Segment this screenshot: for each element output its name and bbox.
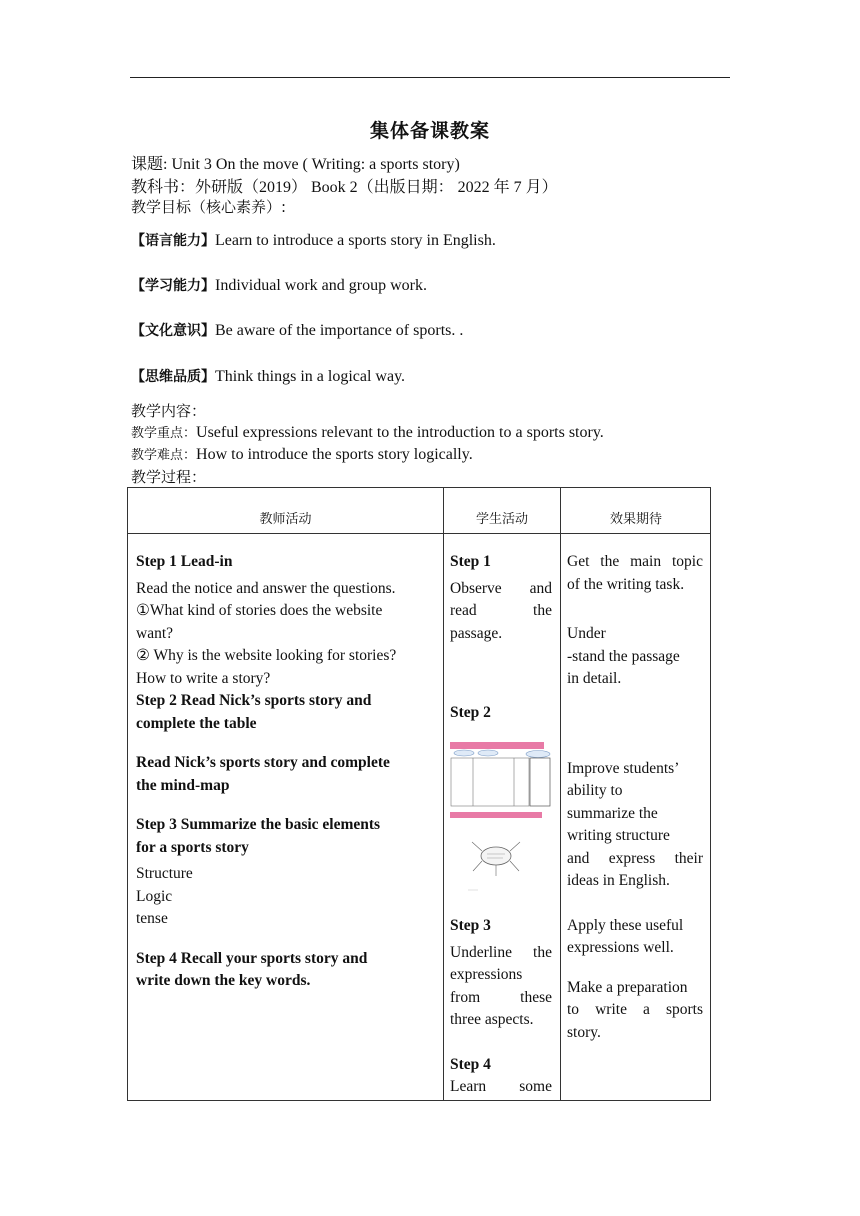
student-step1-text: passage. (450, 624, 503, 642)
student-step4: Step 4 (450, 1055, 491, 1073)
goal-thinking (131, 366, 405, 386)
step2-title: Step 2 Read Nick’s sports story and (136, 692, 372, 709)
key-point-text: Useful expressions relevant to the introduction to a sports story. (196, 424, 604, 441)
difficulty-line (131, 444, 473, 464)
step2-title-cont: complete the table (136, 714, 257, 732)
step3-title-cont: for a sports story (136, 838, 249, 856)
student-step3: Step 3 (450, 917, 491, 934)
process-heading: 教学过程： (131, 468, 207, 486)
step1-question-cont: want? (136, 624, 174, 642)
mindmap-task: Read Nick’s sports story and complete (136, 754, 390, 771)
effect-text: in detail. (567, 670, 622, 687)
student-activity-cell (450, 551, 552, 725)
goal-tag: 【学习能力】 (131, 278, 215, 294)
effect-text: Make a preparation (567, 978, 688, 996)
mindmap-task-cont: the mind-map (136, 776, 230, 794)
header-teacher-activity: 教师活动 (259, 512, 312, 527)
effect-text: Apply these useful (567, 916, 684, 934)
goal-tag: 【文化意识】 (131, 323, 215, 339)
step3-item: Logic (136, 887, 173, 905)
goal-text: Be aware of the importance of sports. . (215, 322, 464, 339)
worksheet-table-image (450, 742, 552, 820)
student-step3-text: expressions (450, 966, 523, 983)
goal-tag: 【语言能力】 (131, 233, 215, 249)
student-step3-text: three aspects. (450, 1011, 534, 1028)
mindmap-image (468, 828, 524, 892)
step1-question: ② Why is the website looking for stories? (136, 647, 397, 664)
header-student-activity: 学生活动 (475, 512, 528, 527)
step4-title: Step 4 Recall your sports story and (136, 949, 368, 967)
key-point-label: 教学重点： (131, 426, 197, 441)
teacher-activity-cell (136, 551, 436, 993)
effect-text: of the writing task. (567, 575, 685, 593)
effect-text: ideas in English. (567, 872, 670, 889)
column-divider (443, 488, 444, 1100)
student-step1-text: Observe and (450, 579, 552, 597)
worksheet-table-thumbnail (450, 742, 552, 820)
difficulty-text: How to introduce the sports story logically. (196, 446, 473, 463)
header-divider (128, 533, 710, 534)
effect-text: story. (567, 1023, 601, 1041)
step1-title: Step 1 Lead-in (136, 553, 233, 570)
process-table (127, 487, 711, 1101)
step3-item: Structure (136, 865, 193, 882)
difficulty-label: 教学难点： (131, 448, 197, 463)
goal-culture (131, 320, 463, 340)
student-activity-cell-lower (450, 915, 552, 1099)
effect-text: ability to (567, 782, 623, 799)
effect-text: summarize the (567, 804, 658, 822)
topic-line: 课题: Unit 3 On the move ( Writing: a sports story) (131, 156, 460, 173)
goal-tag: 【思维品质】 (131, 369, 215, 385)
goals-heading: 教学目标（核心素养）: (131, 198, 287, 216)
step3-item: tense (136, 910, 168, 927)
step1-line: Read the notice and answer the questions. (136, 579, 396, 597)
student-step3-text: from these (450, 988, 552, 1006)
effect-text: Get the main topic (567, 553, 703, 570)
student-step1: Step 1 (450, 553, 491, 570)
column-divider (560, 488, 561, 1100)
content-heading: 教学内容： (131, 402, 207, 420)
textbook-line: 教科书：外研版（2019） Book 2（出版日期： 2022 年 7 月） (131, 179, 558, 196)
step3-title: Step 3 Summarize the basic elements (136, 816, 381, 833)
student-step3-text: Underline the (450, 943, 552, 961)
student-step2: Step 2 (450, 704, 491, 721)
goal-learning (131, 275, 427, 295)
goal-text: Learn to introduce a sports story in English. (215, 232, 496, 249)
goal-text: Think things in a logical way. (215, 368, 406, 385)
effect-text: expressions well. (567, 939, 674, 956)
header-rule (130, 77, 730, 78)
student-step1-text: read the (450, 602, 552, 619)
effect-text: and express their (567, 849, 703, 867)
key-point-line (131, 422, 604, 442)
step1-question: ①What kind of stories does the website (136, 602, 383, 619)
goal-language (131, 230, 496, 250)
student-step4-text: Learn some (450, 1078, 552, 1095)
page-title: 集体备课教案 (369, 120, 490, 142)
effect-text: -stand the passage (567, 647, 680, 665)
effect-text: writing structure (567, 827, 670, 844)
goal-text: Individual work and group work. (215, 277, 427, 294)
step1-line: How to write a story? (136, 669, 271, 687)
header-expected-effect: 效果期待 (609, 512, 662, 527)
effect-text: Under (567, 625, 606, 642)
effect-text: to write a sports (567, 1001, 703, 1018)
effect-text: Improve students’ (567, 759, 680, 777)
expected-effect-cell (567, 551, 703, 1044)
mindmap-thumbnail (468, 828, 524, 892)
step4-title-cont: write down the key words. (136, 972, 311, 989)
